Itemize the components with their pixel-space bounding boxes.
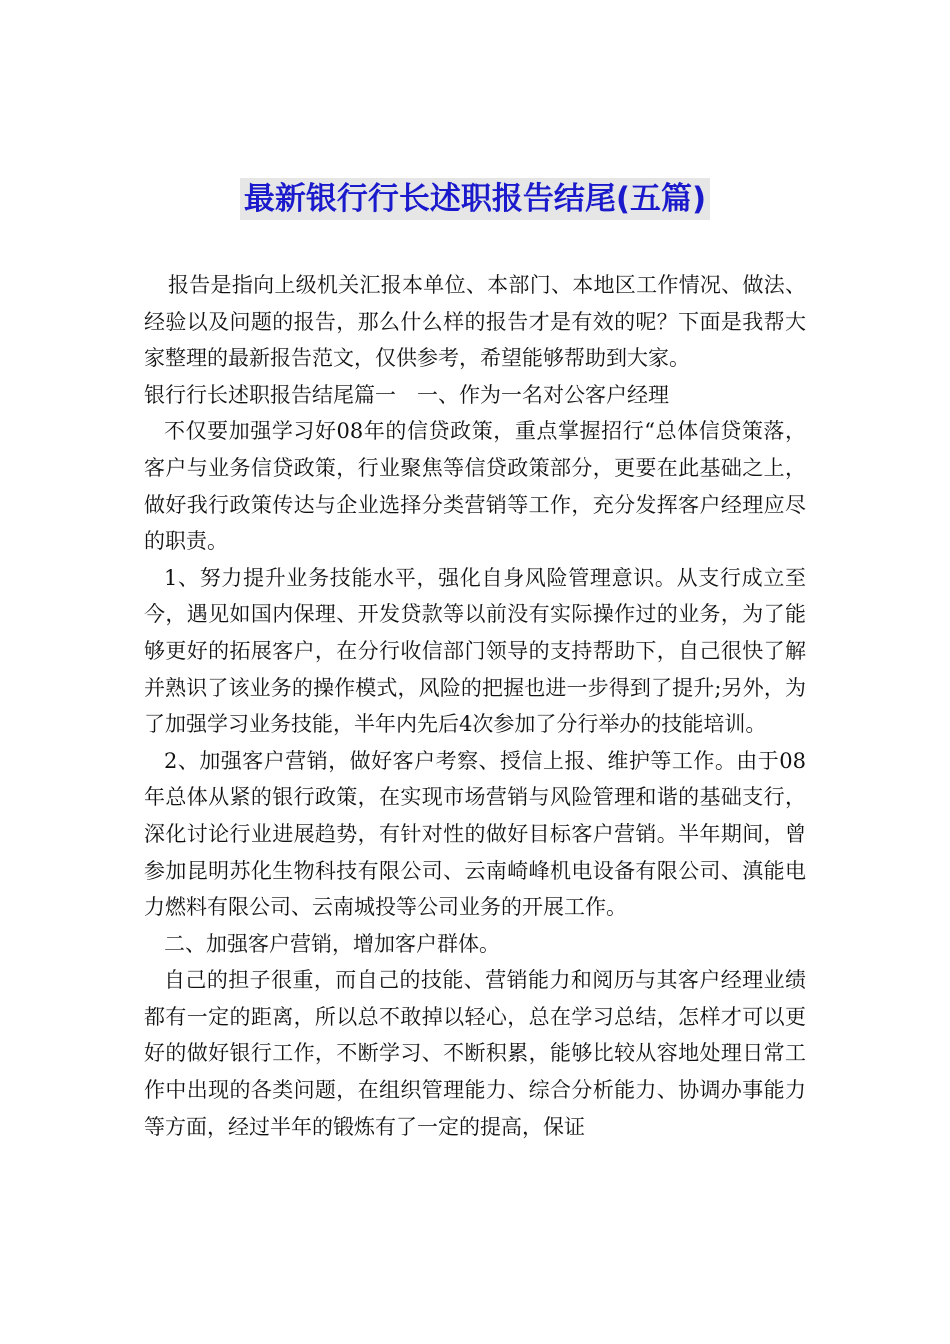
document-body xyxy=(144,267,806,1145)
document-title: 最新银行行长述职报告结尾(五篇) xyxy=(240,178,710,220)
paragraph-section-two: 二、加强客户营销，增加客户群体。 xyxy=(164,931,500,956)
paragraph-intro: 报告是指向上级机关汇报本单位、本部门、本地区工作情况、做法、经验以及问题的报告，那么什么样的报告才是有效的呢？下面是我帮大家整理的最新报告范文，仅供参考，希望能够帮助到大家。 xyxy=(144,273,806,371)
paragraph-marketing: 2、加强客户营销，做好客户考察、授信上报、维护等工作。由于08年总体从紧的银行政策，在实现市场营销与风险管理和谐的基础支行，深化讨论行业进展趋势，有针对性的做好目标客户营销。半年期间，曾参加昆明苏化生物科技有限公司、云南崎峰机电设备有限公司、滇能电力燃料有限公司、云南城投等公司业务的开展工作。 xyxy=(144,748,806,920)
title-container xyxy=(0,178,950,220)
paragraph-skills: 1、努力提升业务技能水平，强化自身风险管理意识。从支行成立至今，遇见如国内保理、开发贷款等以前没有实际操作过的业务，为了能够更好的拓展客户，在分行收信部门领导的支持帮助下，自己很快了解并熟识了该业务的操作模式，风险的把握也进一步得到了提升;另外，为了加强学习业务技能，半年内先后4次参加了分行举办的技能培训。 xyxy=(144,565,806,737)
paragraph-section-heading: 银行行长述职报告结尾篇一 一、作为一名对公客户经理 xyxy=(144,382,669,407)
paragraph-responsibility: 自己的担子很重，而自己的技能、营销能力和阅历与其客户经理业绩都有一定的距离，所以总不敢掉以轻心，总在学习总结，怎样才可以更好的做好银行工作，不断学习、不断积累，能够比较从容地处理日常工作中出现的各类问题，在组织管理能力、综合分析能力、协调办事能力等方面，经过半年的锻炼有了一定的提高，保证 xyxy=(144,968,806,1139)
paragraph-credit-policy: 不仅要加强学习好08年的信贷政策，重点掌握招行“总体信贷策落，客户与业务信贷政策，行业聚焦等信贷政策部分，更要在此基础之上，做好我行政策传达与企业选择分类营销等工作，充分发挥客户经理应尽的职责。 xyxy=(144,419,806,554)
